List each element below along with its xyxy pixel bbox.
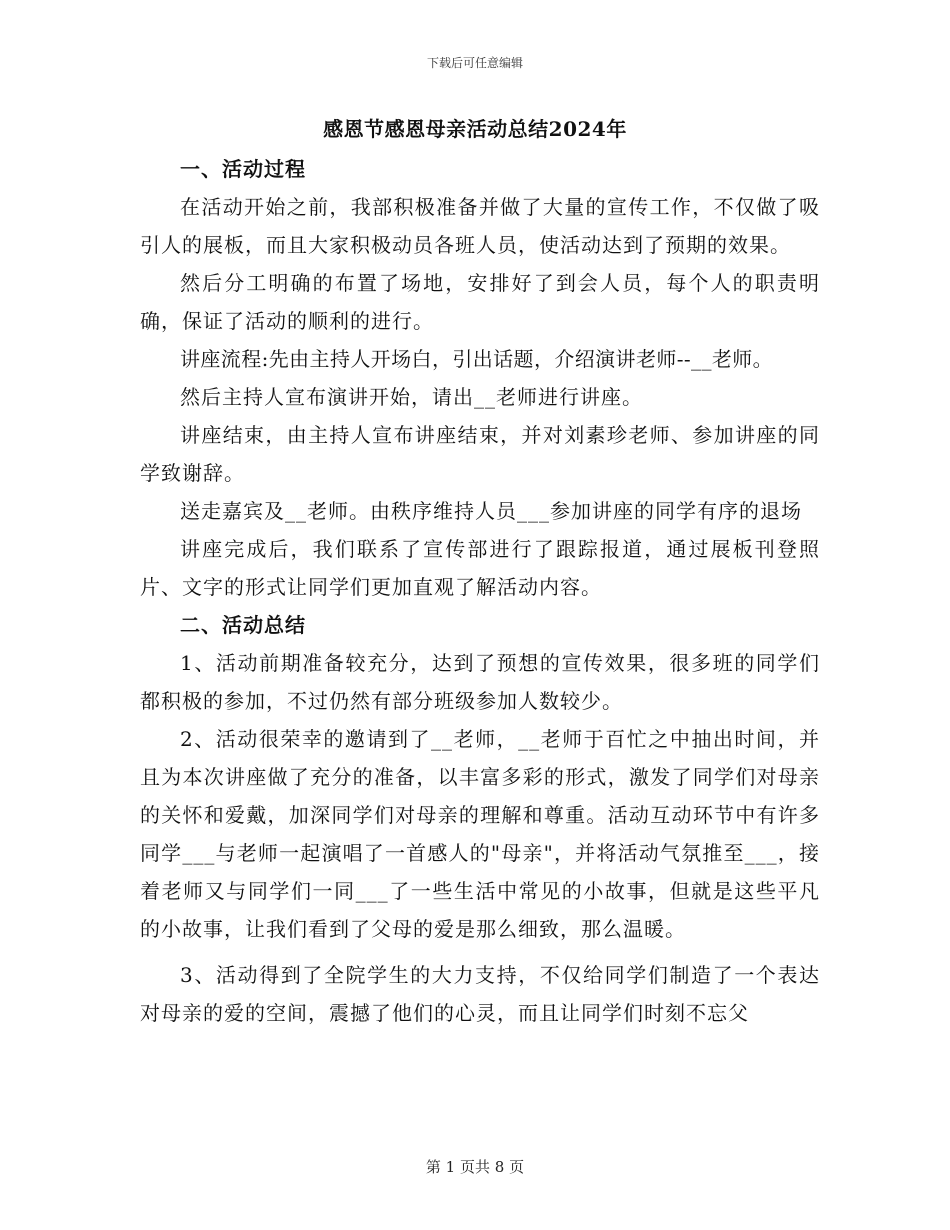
paragraph: 2、活动很荣幸的邀请到了__老师，__老师于百忙之中抽出时间，并且为本次讲座做了充分的准备，以丰富多彩的形式，激发了同学们对母亲的关怀和爱戴，加深同学们对母亲的理解和尊重。活动互动环节中有许多同学___与老师一起演唱了一首感人的"母亲"，并将活动气氛推至___，接着老师又与同学们一同___了一些生活中常见的小故事，但就是这些平凡的小故事，让我们看到了父母的爱是那么细致，那么温暖。 — [140, 727, 820, 941]
paragraph: 然后分工明确的布置了场地，安排好了到会人员，每个人的职责明确，保证了活动的顺利的进行。 — [140, 271, 820, 333]
paragraph: 1、活动前期准备较充分，达到了预想的宣传效果，很多班的同学们都积极的参加，不过仍然有部分班级参加人数较少。 — [140, 651, 820, 713]
document-body — [140, 150, 820, 1032]
paragraph: 讲座结束，由主持人宣布讲座结束，并对刘素珍老师、参加讲座的同学致谢辞。 — [140, 423, 820, 485]
paragraph: 讲座流程:先由主持人开场白，引出话题，介绍演讲老师--__老师。 — [180, 347, 774, 371]
paragraph: 3、活动得到了全院学生的大力支持，不仅给同学们制造了一个表达对母亲的爱的空间，震撼了他们的心灵，而且让同学们时刻不忘父 — [140, 963, 820, 1025]
section-heading-summary: 二、活动总结 — [180, 613, 306, 637]
header-note: 下载后可任意编辑 — [426, 56, 523, 70]
paragraph: 在活动开始之前，我部积极准备并做了大量的宣传工作，不仅做了吸引人的展板，而且大家积极动员各班人员，使活动达到了预期的效果。 — [140, 195, 820, 257]
document-title: 感恩节感恩母亲活动总结2024年 — [323, 117, 627, 141]
section-heading-process: 一、活动过程 — [180, 157, 306, 181]
paragraph: 然后主持人宣布演讲开始，请出__老师进行讲座。 — [180, 385, 643, 409]
paragraph: 送走嘉宾及__老师。由秩序维持人员___参加讲座的同学有序的退场 — [180, 499, 802, 523]
paragraph: 讲座完成后，我们联系了宣传部进行了跟踪报道，通过展板刊登照片、文字的形式让同学们更加直观了解活动内容。 — [140, 537, 820, 599]
page-number: 第 1 页共 8 页 — [425, 1158, 525, 1176]
